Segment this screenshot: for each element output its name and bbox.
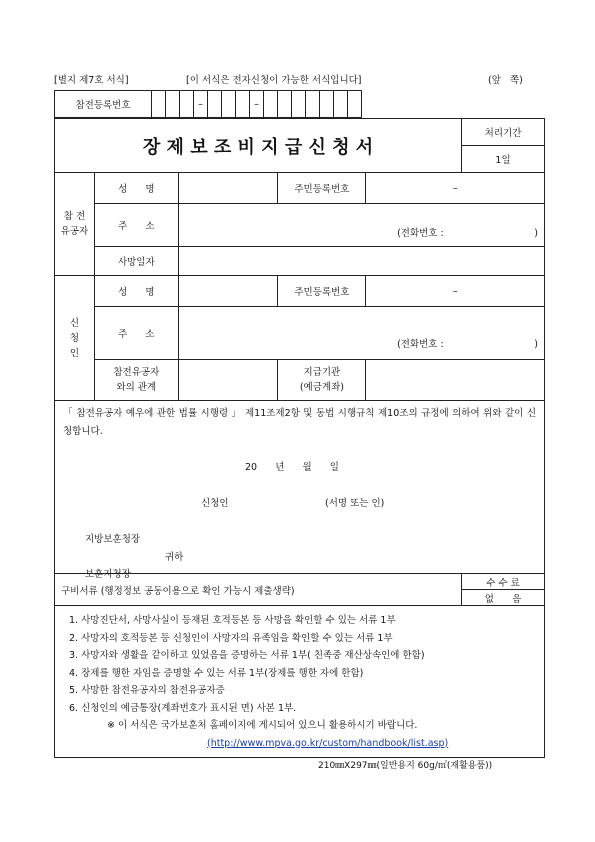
bank-account-field[interactable]	[366, 360, 545, 401]
reg-digit-box[interactable]	[180, 91, 194, 118]
veteran-address-field[interactable]	[178, 204, 544, 247]
reg-digit-box[interactable]	[236, 91, 250, 118]
applicant-sign-label: 신청인	[201, 498, 229, 509]
applicant-relation-label: 참전유공자 와의 관계	[94, 360, 178, 401]
processing-period-value: 1일	[462, 146, 545, 173]
page-side-label: (앞 쪽)	[488, 75, 523, 86]
recipient-regional-office: 지방보훈청장	[85, 534, 141, 545]
reg-digit-box[interactable]	[306, 91, 320, 118]
paper-spec: 210㎜X297㎜(일반용지 60g/㎡(재활용품))	[318, 761, 493, 771]
applicant-rrn-field[interactable]	[366, 276, 545, 307]
form-number: [별지 제7호 서식]	[54, 75, 129, 86]
veteran-name-field[interactable]	[178, 173, 278, 204]
application-date-line: 20 년 월 일	[245, 462, 339, 473]
applicant-section-label: 신 청 인	[55, 276, 95, 401]
veteran-address-label: 주 소	[94, 204, 178, 247]
applicant-rrn-label: 주민등록번호	[278, 276, 366, 307]
reg-digit-box[interactable]	[222, 91, 236, 118]
veteran-rrn-label: 주민등록번호	[278, 173, 366, 204]
veteran-name-label: 성 명	[94, 173, 178, 204]
reg-digit-box[interactable]	[166, 91, 180, 118]
reg-digit-box[interactable]	[292, 91, 306, 118]
processing-period-label: 처리기간	[462, 119, 545, 146]
electronic-notice: [이 서식은 전자신청이 가능한 서식입니다]	[186, 75, 362, 86]
fee-label: 수 수 료	[462, 574, 545, 590]
reg-digit-box[interactable]	[334, 91, 348, 118]
veteran-rrn-field[interactable]	[366, 173, 545, 204]
handbook-link[interactable]: (http://www.mpva.go.kr/custom/handbook/list.asp)	[207, 737, 449, 749]
registration-number-row	[54, 90, 362, 118]
reg-dash: –	[250, 91, 264, 118]
recipient-branch-office: 보훈지청장	[85, 569, 131, 580]
required-documents-list	[55, 606, 545, 758]
veteran-death-date-label: 사망일자	[94, 247, 178, 276]
reg-digit-box[interactable]	[348, 91, 362, 118]
document-item: 6. 신청인의 예금통장(계좌번호가 표시된 면) 사본 1부.	[69, 702, 297, 714]
bank-account-label: 지급기관 (예금계좌)	[278, 360, 366, 401]
required-documents-label: 구비서류 (행정정보 공동이용으로 확인 가능시 제출생략)	[55, 574, 462, 606]
statement-block	[55, 401, 545, 580]
homepage-notice: ※ 이 서식은 국가보훈처 홈페이지에 게시되어 있으니 활용하시기 바랍니다.	[107, 720, 418, 731]
veteran-death-date-field[interactable]	[178, 247, 544, 276]
applicant-phone-text: (전화번호 : )	[397, 339, 538, 350]
applicant-address-field[interactable]	[178, 307, 544, 360]
form-title: 장 제 보 조 비 지 급 신 청 서	[55, 119, 462, 173]
reg-digit-box[interactable]	[152, 91, 166, 118]
applicant-relation-field[interactable]	[178, 360, 278, 401]
reg-dash: –	[194, 91, 208, 118]
application-form-table	[54, 118, 545, 758]
reg-digit-box[interactable]	[320, 91, 334, 118]
sign-or-seal-note: (서명 또는 인)	[325, 498, 385, 509]
reg-digit-box[interactable]	[278, 91, 292, 118]
veteran-phone-text: (전화번호 : )	[397, 228, 538, 239]
reg-digit-box[interactable]	[264, 91, 278, 118]
applicant-address-label: 주 소	[94, 307, 178, 360]
document-item: 5. 사망한 참전유공자의 참전유공자증	[69, 685, 225, 696]
applicant-name-label: 성 명	[94, 276, 178, 307]
document-item: 4. 장제를 행한 자임을 증명할 수 있는 서류 1부(장제를 행한 자에 한함)	[69, 667, 364, 679]
recipient-honorific: 귀하	[165, 552, 184, 563]
document-item: 1. 사망진단서, 사망사실이 등재된 호적등본 등 사망을 확인할 수 있는 서류 1부	[69, 615, 396, 626]
rrn-dash: –	[452, 182, 458, 194]
veteran-section-label: 참 전 유공자	[55, 173, 95, 276]
reg-digit-box[interactable]	[208, 91, 222, 118]
statement-text: 「 참전유공자 예우에 관한 법률 시행령 」 제11조제2항 및 동법 시행규칙 제10조의 규정에 의하여 위와 같이 신청합니다.	[63, 408, 536, 437]
document-item: 2. 사망자의 호적등본 등 신청인이 사망자의 유족임을 확인할 수 있는 서류 1부	[69, 632, 393, 644]
fee-value: 없 음	[462, 590, 545, 606]
registration-number-label: 참전등록번호	[55, 91, 152, 118]
document-item: 3. 사망자와 생활을 같이하고 있었음을 증명하는 서류 1부( 친족중 재산상속인에 한함)	[69, 650, 425, 661]
applicant-name-field[interactable]	[178, 276, 278, 307]
rrn-dash: –	[452, 285, 458, 297]
